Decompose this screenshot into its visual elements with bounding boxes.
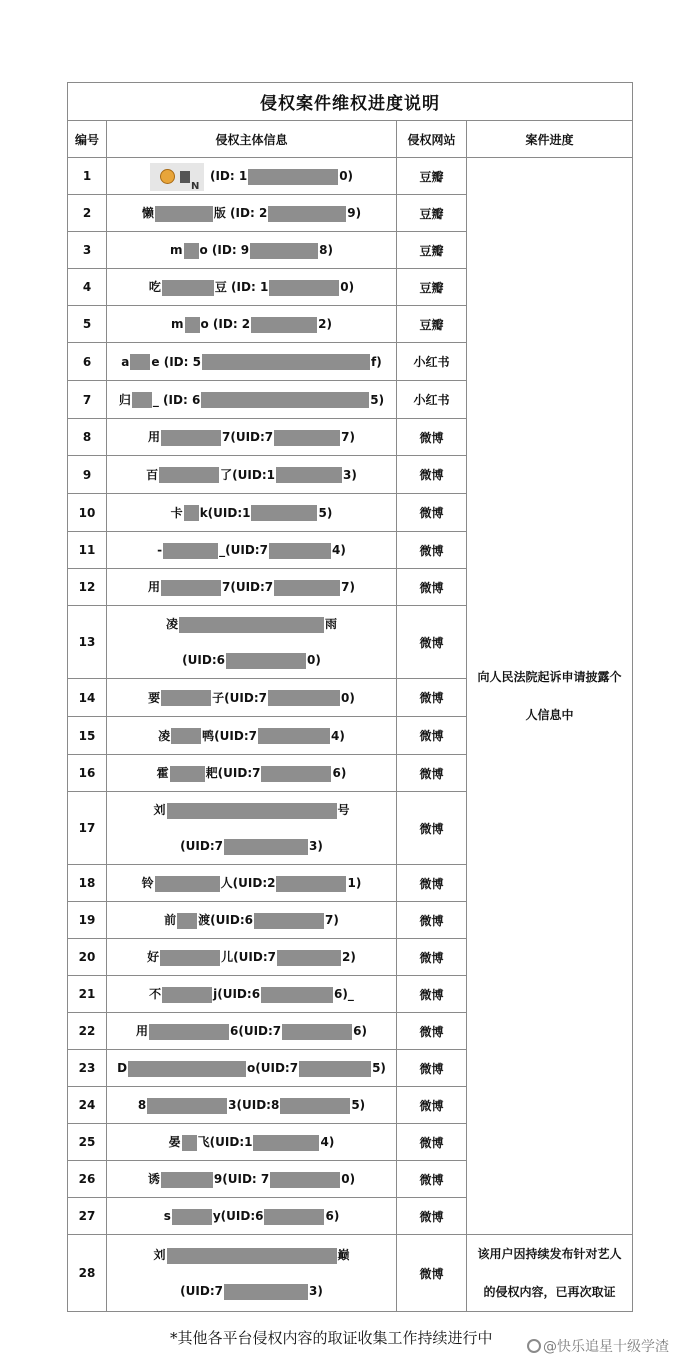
id-redaction <box>280 1098 350 1114</box>
subject-line <box>107 1237 396 1273</box>
name-redaction <box>128 1061 246 1077</box>
name-redaction <box>184 243 199 259</box>
case-number: 2 <box>68 195 107 232</box>
id-suffix: 7) <box>341 430 355 444</box>
id-suffix: 3) <box>342 467 357 482</box>
case-number: 13 <box>68 606 107 679</box>
subject-line <box>107 1198 396 1234</box>
subject-info <box>107 1198 397 1235</box>
subject-info <box>107 976 397 1013</box>
id-redaction <box>261 987 333 1003</box>
name-redaction <box>171 728 201 744</box>
site-name: 豆瓣 <box>397 306 467 343</box>
subject-line <box>107 755 396 791</box>
id-prefix: 9(UID: 7 <box>213 1172 270 1186</box>
name-redaction <box>170 766 205 782</box>
weibo-icon <box>527 1339 541 1353</box>
subject-info <box>107 755 397 792</box>
subject-line <box>107 1124 396 1160</box>
id-redaction <box>248 169 338 185</box>
id-suffix: 6) <box>353 1024 367 1038</box>
name-prefix: 霍 <box>156 766 169 780</box>
id-prefix: 版 (ID: 2 <box>213 206 268 220</box>
id-redaction <box>201 392 369 408</box>
name-redaction <box>167 803 337 819</box>
header-subject: 侵权主体信息 <box>107 121 397 158</box>
weibo-watermark <box>527 1336 669 1356</box>
name-prefix: m <box>169 243 183 257</box>
id-redaction <box>276 876 346 892</box>
uid-suffix: 3) <box>308 839 323 853</box>
subject-info <box>107 532 397 569</box>
case-number: 24 <box>68 1087 107 1124</box>
case-number: 17 <box>68 792 107 865</box>
name-redaction <box>182 1135 197 1151</box>
name-redaction <box>132 392 152 408</box>
case-number: 11 <box>68 532 107 569</box>
site-name: 微博 <box>397 606 467 679</box>
case-number: 12 <box>68 569 107 606</box>
subject-info <box>107 306 397 343</box>
subject-info <box>107 1087 397 1124</box>
name-prefix: 吃 <box>148 280 161 294</box>
table-row <box>68 1235 633 1312</box>
case-number: 27 <box>68 1198 107 1235</box>
subject-info <box>107 456 397 494</box>
subject-info <box>107 494 397 532</box>
id-prefix: o (ID: 2 <box>200 317 251 331</box>
name-redaction <box>161 1172 213 1188</box>
uid-prefix: (UID:6 <box>182 653 225 667</box>
name-redaction <box>172 1209 212 1225</box>
id-suffix: 6)_ <box>334 987 354 1001</box>
case-number: 16 <box>68 755 107 792</box>
subject-line <box>107 1161 396 1197</box>
subject-info <box>107 1161 397 1198</box>
id-redaction <box>282 1024 352 1040</box>
site-name: 微博 <box>397 1013 467 1050</box>
table-row <box>68 158 633 195</box>
table-body <box>68 158 633 1312</box>
name-redaction <box>179 617 324 633</box>
subject-info <box>107 381 397 419</box>
subject-line <box>107 495 396 531</box>
id-redaction <box>202 354 370 370</box>
site-name: 豆瓣 <box>397 158 467 195</box>
id-prefix: 3(UID:8 <box>228 1098 280 1112</box>
site-name: 微博 <box>397 902 467 939</box>
id-prefix: 了(UID:1 <box>220 467 275 482</box>
id-suffix: 4) <box>330 728 345 743</box>
id-prefix: 渡(UID:6 <box>198 913 253 927</box>
name-prefix: a <box>121 354 130 369</box>
header-progress: 案件进度 <box>467 121 633 158</box>
site-name: 豆瓣 <box>397 195 467 232</box>
name-prefix: 凌 <box>158 728 171 743</box>
subject-line <box>107 976 396 1012</box>
name-prefix: 好 <box>147 950 160 964</box>
id-suffix: 9) <box>347 206 362 220</box>
id-prefix: 飞(UID:1 <box>197 1135 253 1149</box>
case-number: 4 <box>68 269 107 306</box>
name-redaction <box>147 1098 227 1114</box>
uid-prefix: (UID:7 <box>180 1284 223 1298</box>
id-prefix: 儿(UID:7 <box>221 950 276 964</box>
id-redaction <box>274 580 340 596</box>
subject-line <box>107 419 396 455</box>
subject-line <box>107 195 396 231</box>
name-redaction <box>167 1248 337 1264</box>
id-redaction <box>274 430 340 446</box>
name-prefix: 用 <box>135 1024 148 1038</box>
id-suffix: 4) <box>331 543 346 557</box>
case-number: 10 <box>68 494 107 532</box>
id-prefix: 6(UID:7 <box>230 1024 282 1038</box>
id-prefix: 豆 (ID: 1 <box>214 280 269 294</box>
id-prefix: 巅 <box>337 1248 350 1262</box>
site-name: 微博 <box>397 1235 467 1312</box>
site-name: 微博 <box>397 717 467 755</box>
footnote: *其他各平台侵权内容的取证收集工作持续进行中 <box>170 1329 493 1347</box>
site-name: 微博 <box>397 976 467 1013</box>
id-suffix: 6) <box>325 1209 340 1223</box>
header-number: 编号 <box>68 121 107 158</box>
progress-line: 的侵权内容，已再次取证 <box>483 1285 616 1299</box>
site-name: 微博 <box>397 792 467 865</box>
case-number: 25 <box>68 1124 107 1161</box>
subject-line <box>107 865 396 901</box>
id-redaction <box>253 1135 319 1151</box>
case-number: 22 <box>68 1013 107 1050</box>
subject-line <box>107 939 396 975</box>
id-redaction <box>269 280 339 296</box>
id-suffix: 0) <box>341 1172 356 1186</box>
case-number: 18 <box>68 865 107 902</box>
redaction-block <box>180 171 190 183</box>
case-number: 15 <box>68 717 107 755</box>
name-prefix: m <box>170 317 184 331</box>
uid-line <box>107 1273 396 1309</box>
progress-line: 该用户因持续发布针对艺人 <box>477 1247 622 1261</box>
id-redaction <box>254 913 324 929</box>
id-suffix: 5) <box>318 505 333 520</box>
id-redaction <box>268 206 346 222</box>
table-title: 侵权案件维权进度说明 <box>68 83 633 121</box>
site-name: 微博 <box>397 569 467 606</box>
case-number: 7 <box>68 381 107 419</box>
subject-line <box>107 158 396 194</box>
subject-line <box>107 718 396 754</box>
id-prefix: _ (ID: 6 <box>152 392 201 407</box>
id-suffix: 6) <box>332 766 347 780</box>
site-name: 豆瓣 <box>397 269 467 306</box>
name-redaction <box>159 467 219 483</box>
progress-line: 人信息中 <box>525 708 574 722</box>
subject-info <box>107 717 397 755</box>
header-site: 侵权网站 <box>397 121 467 158</box>
progress-line: 向人民法院起诉申请披露个 <box>477 670 622 684</box>
case-number: 23 <box>68 1050 107 1087</box>
id-suffix: 0) <box>340 280 355 294</box>
name-prefix: 诱 <box>147 1172 160 1186</box>
id-redaction <box>264 1209 324 1225</box>
id-suffix: 7) <box>341 580 355 594</box>
subject-line <box>107 344 396 380</box>
subject-info <box>107 606 397 679</box>
id-prefix: 鸭(UID:7 <box>202 728 257 743</box>
subject-info <box>107 1050 397 1087</box>
subject-info <box>107 902 397 939</box>
id-prefix: j(UID:6 <box>213 987 261 1001</box>
watermark-text: @快乐追星十级学渣 <box>543 1339 669 1355</box>
name-prefix: 卡 <box>170 505 183 520</box>
id-suffix: 2) <box>318 317 333 331</box>
name-redaction <box>130 354 150 370</box>
name-redaction <box>155 876 220 892</box>
site-name: 微博 <box>397 865 467 902</box>
id-prefix: 子(UID:7 <box>212 690 267 705</box>
name-redaction <box>162 280 214 296</box>
uid-line <box>107 642 396 678</box>
id-redaction <box>258 728 330 744</box>
site-name: 微博 <box>397 1161 467 1198</box>
id-suffix: 7) <box>324 913 339 927</box>
case-progress-table <box>67 82 633 1312</box>
id-suffix: 5) <box>370 392 385 407</box>
id-suffix: 0) <box>339 169 354 183</box>
name-prefix: 用 <box>147 430 160 444</box>
site-name: 微博 <box>397 1087 467 1124</box>
id-prefix: o (ID: 9 <box>199 243 250 257</box>
id-redaction <box>269 543 331 559</box>
name-redaction <box>184 505 199 521</box>
subject-info <box>107 195 397 232</box>
name-redaction <box>163 543 218 559</box>
site-name: 微博 <box>397 1050 467 1087</box>
name-redaction <box>177 913 197 929</box>
name-prefix: 不 <box>149 987 162 1001</box>
avatar-letter: N <box>190 180 200 192</box>
name-redaction <box>149 1024 229 1040</box>
id-prefix: _(UID:7 <box>219 543 268 557</box>
subject-info <box>107 343 397 381</box>
name-prefix: 要 <box>148 690 161 705</box>
id-redaction <box>251 505 317 521</box>
site-name: 微博 <box>397 494 467 532</box>
case-number: 8 <box>68 419 107 456</box>
uid-redaction <box>224 839 308 855</box>
name-prefix: 凌 <box>165 617 178 631</box>
name-prefix: 懒 <box>141 206 154 220</box>
case-number: 5 <box>68 306 107 343</box>
id-suffix: 8) <box>319 243 334 257</box>
name-redaction <box>160 950 220 966</box>
subject-info <box>107 158 397 195</box>
id-prefix: e (ID: 5 <box>151 354 201 369</box>
site-name: 小红书 <box>397 381 467 419</box>
id-suffix: 2) <box>341 950 356 964</box>
name-prefix: 铃 <box>141 876 154 890</box>
name-prefix: 晏 <box>168 1135 181 1149</box>
id-prefix: 7(UID:7 <box>222 430 274 444</box>
subject-line <box>107 569 396 605</box>
case-number: 21 <box>68 976 107 1013</box>
name-redaction <box>155 206 213 222</box>
site-name: 豆瓣 <box>397 232 467 269</box>
progress-status <box>467 158 633 1235</box>
case-number: 20 <box>68 939 107 976</box>
case-number: 14 <box>68 679 107 717</box>
subject-line <box>107 232 396 268</box>
id-suffix: f) <box>370 354 382 369</box>
case-number: 26 <box>68 1161 107 1198</box>
site-name: 微博 <box>397 755 467 792</box>
uid-redaction <box>226 653 306 669</box>
id-suffix: 4) <box>320 1135 335 1149</box>
subject-line <box>107 792 396 828</box>
name-prefix: 百 <box>146 467 159 482</box>
id-redaction <box>270 1172 340 1188</box>
subject-info <box>107 792 397 865</box>
case-number: 19 <box>68 902 107 939</box>
name-prefix: D <box>117 1061 128 1075</box>
id-suffix: 0) <box>340 690 355 705</box>
uid-suffix: 0) <box>306 653 321 667</box>
case-number: 3 <box>68 232 107 269</box>
subject-line <box>107 457 396 493</box>
id-suffix: 5) <box>372 1061 386 1075</box>
name-prefix: 8 <box>137 1098 147 1112</box>
site-name: 微博 <box>397 1198 467 1235</box>
id-prefix: (ID: 1 <box>209 169 248 183</box>
name-prefix: 用 <box>147 580 160 594</box>
subject-info <box>107 865 397 902</box>
subject-line <box>107 1013 396 1049</box>
id-redaction <box>277 950 341 966</box>
uid-prefix: (UID:7 <box>180 839 223 853</box>
subject-line <box>107 902 396 938</box>
id-suffix: 5) <box>351 1098 366 1112</box>
name-prefix: s <box>163 1209 171 1223</box>
name-redaction <box>161 430 221 446</box>
id-prefix: 人(UID:2 <box>220 876 276 890</box>
site-name: 微博 <box>397 456 467 494</box>
id-redaction <box>250 243 318 259</box>
uid-redaction <box>224 1284 308 1300</box>
name-redaction <box>162 987 212 1003</box>
name-redaction <box>161 580 221 596</box>
subject-line <box>107 1087 396 1123</box>
uid-line <box>107 828 396 864</box>
id-prefix: o(UID:7 <box>247 1061 299 1075</box>
id-redaction <box>299 1061 371 1077</box>
subject-info <box>107 419 397 456</box>
subject-info <box>107 269 397 306</box>
subject-info <box>107 232 397 269</box>
id-suffix: 1) <box>347 876 362 890</box>
id-redaction <box>276 467 342 483</box>
site-name: 微博 <box>397 419 467 456</box>
case-number: 6 <box>68 343 107 381</box>
id-prefix: 7(UID:7 <box>222 580 274 594</box>
name-prefix: 刘 <box>153 1248 166 1262</box>
subject-info <box>107 1235 397 1312</box>
subject-line <box>107 532 396 568</box>
name-prefix: 归 <box>118 392 131 407</box>
subject-info <box>107 939 397 976</box>
name-redaction <box>185 317 200 333</box>
name-prefix: - <box>157 543 163 557</box>
case-number: 28 <box>68 1235 107 1312</box>
name-prefix: 前 <box>164 913 177 927</box>
emoji-face-icon <box>160 169 175 184</box>
id-prefix: 耙(UID:7 <box>205 766 261 780</box>
subject-line <box>107 606 396 642</box>
site-name: 小红书 <box>397 343 467 381</box>
uid-suffix: 3) <box>308 1284 323 1298</box>
progress-status-last <box>467 1235 633 1312</box>
site-name: 微博 <box>397 939 467 976</box>
subject-line <box>107 306 396 342</box>
id-prefix: 号 <box>337 803 350 817</box>
id-redaction <box>268 690 340 706</box>
case-number: 1 <box>68 158 107 195</box>
id-prefix: y(UID:6 <box>212 1209 264 1223</box>
site-name: 微博 <box>397 679 467 717</box>
subject-line <box>107 269 396 305</box>
subject-info <box>107 1013 397 1050</box>
name-redaction <box>161 690 211 706</box>
subject-line <box>107 680 396 716</box>
user-avatar <box>150 163 204 191</box>
id-redaction <box>261 766 331 782</box>
subject-info <box>107 679 397 717</box>
id-prefix: k(UID:1 <box>199 505 251 520</box>
id-redaction <box>251 317 317 333</box>
site-name: 微博 <box>397 532 467 569</box>
subject-info <box>107 1124 397 1161</box>
site-name: 微博 <box>397 1124 467 1161</box>
subject-line <box>107 1050 396 1086</box>
subject-line <box>107 382 396 418</box>
case-number: 9 <box>68 456 107 494</box>
name-prefix: 刘 <box>153 803 166 817</box>
id-prefix: 雨 <box>325 617 338 631</box>
subject-info <box>107 569 397 606</box>
